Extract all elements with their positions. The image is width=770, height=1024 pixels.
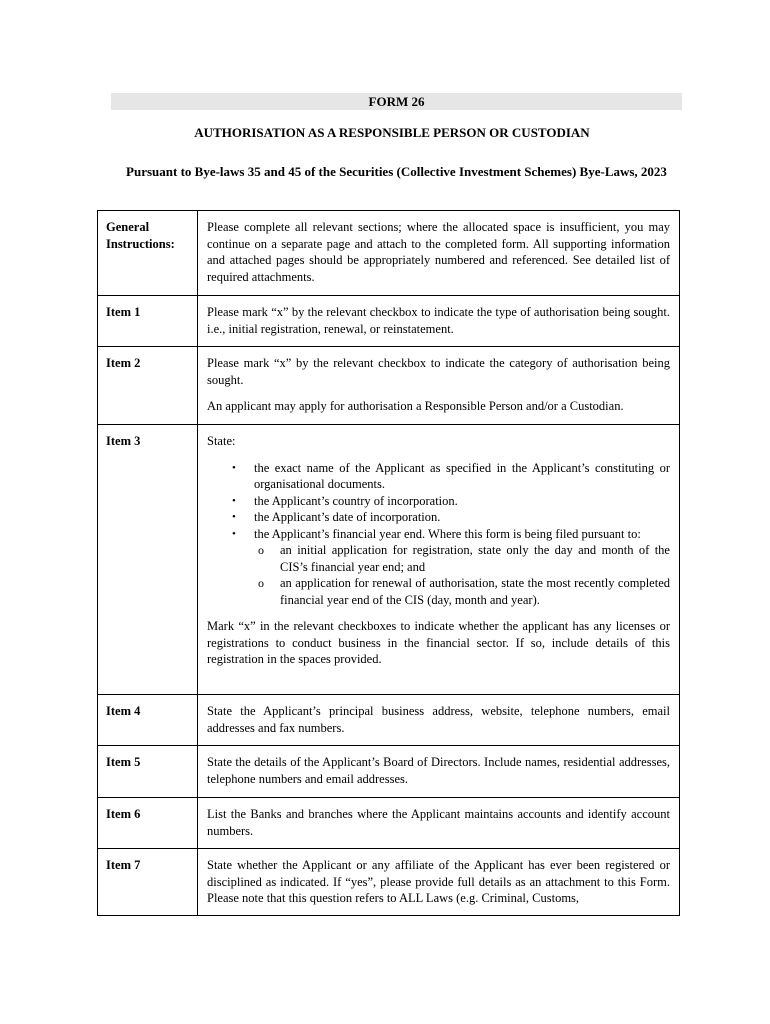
- instruction-text: State whether the Applicant or any affiliate of the Applicant has ever been registered or disciplined as indicated. If “yes”, please provide full details as an attachment to this Form. Please note that this question refers to ALL Laws (e.g. Criminal, Customs,: [207, 858, 670, 905]
- bullet-icon: •: [232, 494, 236, 507]
- row-label: Item 1: [98, 296, 198, 347]
- sub-bullet-list: [254, 542, 670, 608]
- instruction-text: List the Banks and branches where the Applicant maintains accounts and identify account numbers.: [207, 807, 670, 838]
- list-item: • the Applicant’s financial year end. Where this form is being filed pursuant to: o an initial application for registration, state only the day and month of the CIS’s financial year end; and o an application for renewal of authorisation, state the most recently completed financial year end of the CIS (day, month and year).: [232, 526, 670, 607]
- form-number: FORM 26: [111, 93, 682, 110]
- row-content: [198, 798, 680, 849]
- row-label: Item 6: [98, 798, 198, 849]
- instruction-row-item3: [98, 425, 680, 695]
- list-item: • the exact name of the Applicant as specified in the Applicant’s constituting or organisational documents.: [232, 460, 670, 491]
- form-subtitle: Pursuant to Bye-laws 35 and 45 of the Securities (Collective Investment Schemes) Bye-Laws, 2023: [126, 164, 667, 179]
- instruction-row-item7: [98, 849, 680, 916]
- instructions-table: [97, 210, 680, 916]
- circle-bullet-icon: o: [258, 543, 264, 557]
- row-label: Item 4: [98, 695, 198, 746]
- row-label: Item 3: [98, 425, 198, 695]
- bullet-icon: •: [232, 461, 236, 474]
- bullet-icon: •: [232, 527, 236, 540]
- instruction-text: State the details of the Applicant’s Board of Directors. Include names, residential addresses, telephone numbers and email addresses.: [207, 755, 670, 786]
- bullet-list: [207, 460, 670, 609]
- sub-list-item: o an initial application for registration, state only the day and month of the CIS’s financial year end; and: [258, 543, 670, 574]
- instruction-intro: State:: [207, 434, 236, 448]
- row-content: [198, 425, 680, 695]
- instruction-text: Please mark “x” by the relevant checkbox to indicate the category of authorisation being sought.: [207, 356, 670, 387]
- form-title: AUTHORISATION AS A RESPONSIBLE PERSON OR CUSTODIAN: [194, 125, 590, 140]
- instruction-row-item6: [98, 798, 680, 849]
- instruction-text: An applicant may apply for authorisation a Responsible Person and/or a Custodian.: [207, 399, 624, 413]
- row-content: [198, 695, 680, 746]
- instruction-text: Mark “x” in the relevant checkboxes to indicate whether the applicant has any licenses or registrations to conduct business in the financial sector. If so, include details of this registration in the spaces provided.: [207, 619, 670, 666]
- row-content: [198, 296, 680, 347]
- circle-bullet-icon: o: [258, 576, 264, 590]
- list-item: • the Applicant’s country of incorporation.: [232, 493, 458, 508]
- instruction-row-item1: [98, 296, 680, 347]
- bullet-icon: •: [232, 511, 236, 523]
- instruction-row-item4: [98, 695, 680, 746]
- row-content: [198, 211, 680, 296]
- row-content: [198, 849, 680, 916]
- sub-list-item: o an application for renewal of authorisation, state the most recently completed financial year end of the CIS (day, month and year).: [258, 576, 670, 607]
- instruction-text: Please mark “x” by the relevant checkbox to indicate the type of authorisation being sought. i.e., initial registration, renewal, or reinstatement.: [207, 305, 670, 336]
- row-label: Item 7: [98, 849, 198, 916]
- row-label: General Instructions:: [98, 211, 198, 296]
- row-label: Item 2: [98, 347, 198, 425]
- row-content: [198, 347, 680, 425]
- instruction-text: State the Applicant’s principal business address, website, telephone numbers, email addresses and fax numbers.: [207, 704, 670, 735]
- instruction-row-general: [98, 211, 680, 296]
- row-content: [198, 746, 680, 798]
- list-item: • the Applicant’s date of incorporation.: [232, 510, 441, 524]
- row-label: Item 5: [98, 746, 198, 798]
- instruction-row-item2: [98, 347, 680, 425]
- instruction-text: Please complete all relevant sections; where the allocated space is insufficient, you may continue on a separate page and attach to the completed form. All supporting information and attached pages should be appropriately numbered and referenced. See detailed list of required attachments.: [207, 220, 670, 284]
- instruction-row-item5: [98, 746, 680, 798]
